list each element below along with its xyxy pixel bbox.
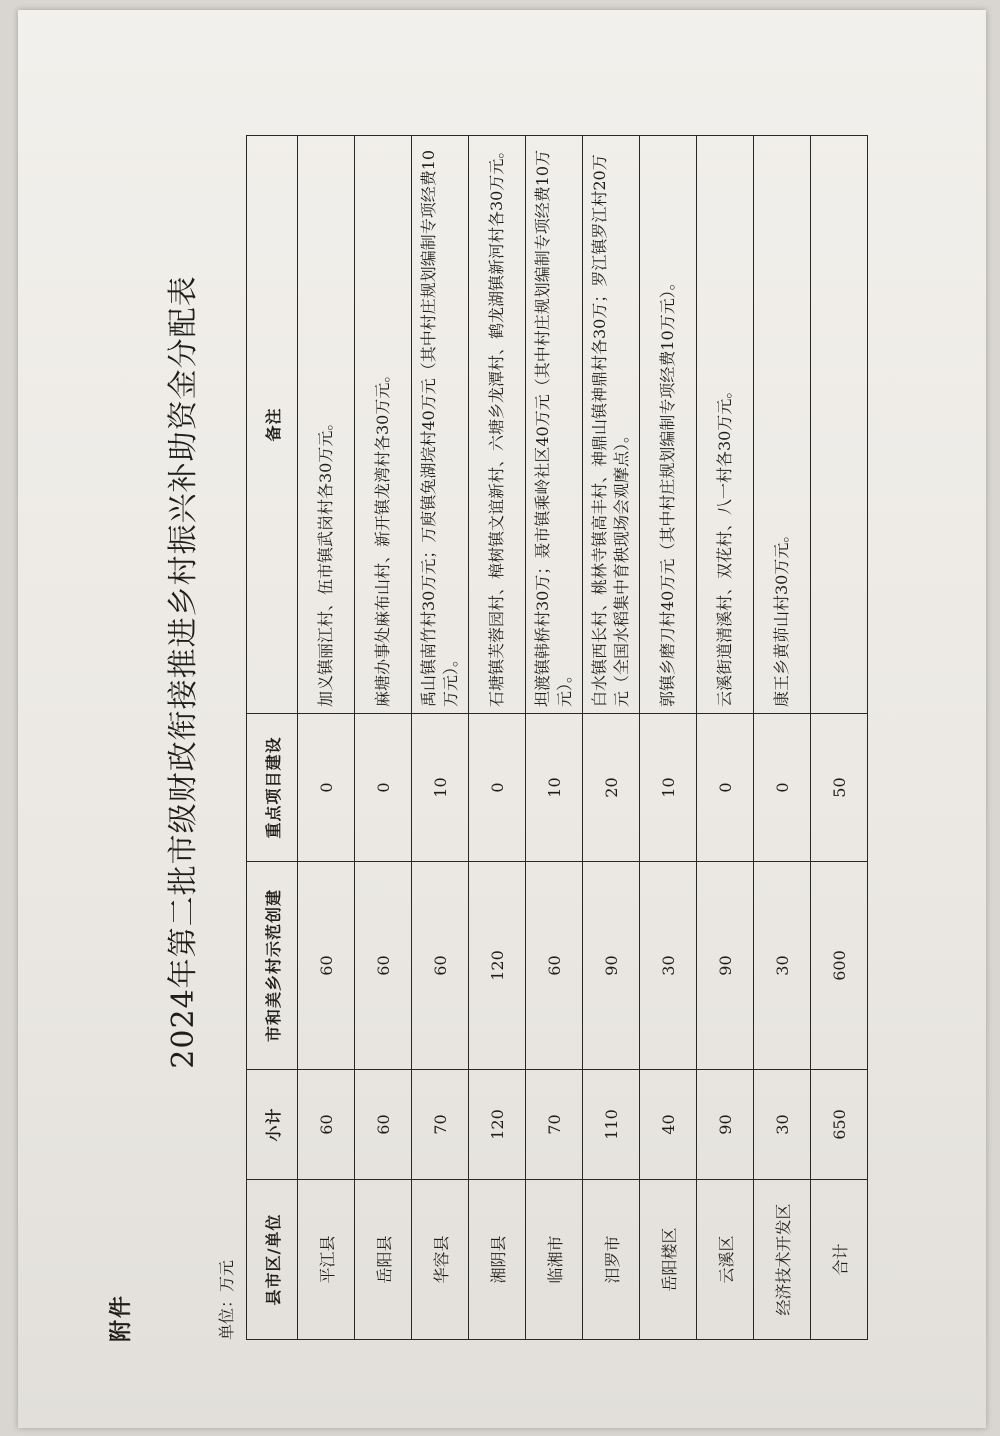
cell-note: 郭镇乡磨刀村40万元（其中村庄规划编制专项经费10万元）。 <box>640 136 697 714</box>
cell-subtotal: 110 <box>583 1070 640 1180</box>
table-row <box>697 136 754 1340</box>
cell-demo: 600 <box>811 862 868 1070</box>
cell-note: 白水镇西长村、桃林寺镇高丰村、神鼎山镇神鼎村各30万；罗江镇罗江村20万元（全国水稻集中育秧现场会观摩点）。 <box>583 136 640 714</box>
cell-demo: 120 <box>469 862 526 1070</box>
cell-note: 麻塘办事处麻布山村、新开镇龙湾村各30万元。 <box>355 136 412 714</box>
cell-key: 50 <box>811 714 868 862</box>
rotated-page <box>18 22 968 1432</box>
table-row <box>355 136 412 1340</box>
cell-demo: 60 <box>298 862 355 1070</box>
cell-note: 石塘镇芙蓉园村、樟树镇文谊新村、六塘乡龙潭村、鹤龙湖镇新河村各30万元。 <box>469 136 526 714</box>
cell-subtotal: 40 <box>640 1070 697 1180</box>
table-row <box>412 136 469 1340</box>
cell-note: 康王乡黄茆山村30万元。 <box>754 136 811 714</box>
cell-note: 禹山镇南竹村30万元；万庾镇兔湖垸村40万元（其中村庄规划编制专项经费10万元）。 <box>412 136 469 714</box>
allocation-table <box>246 135 868 1340</box>
cell-unit: 云溪区 <box>697 1180 754 1340</box>
table-row <box>298 136 355 1340</box>
cell-unit: 平江县 <box>298 1180 355 1340</box>
cell-unit: 湘阴县 <box>469 1180 526 1340</box>
table-row <box>754 136 811 1340</box>
cell-key: 20 <box>583 714 640 862</box>
cell-note <box>811 136 868 714</box>
table-header-row <box>247 136 298 1340</box>
cell-key: 10 <box>526 714 583 862</box>
page-title: 2024年第二批市级财政衔接推进乡村振兴补助资金分配表 <box>166 275 201 1069</box>
cell-subtotal: 650 <box>811 1070 868 1180</box>
cell-key: 0 <box>298 714 355 862</box>
cell-unit: 汨罗市 <box>583 1180 640 1340</box>
cell-unit: 经济技术开发区 <box>754 1180 811 1340</box>
cell-demo: 60 <box>412 862 469 1070</box>
cell-unit: 华容县 <box>412 1180 469 1340</box>
cell-key: 10 <box>640 714 697 862</box>
cell-demo: 90 <box>583 862 640 1070</box>
cell-key: 0 <box>355 714 412 862</box>
table-row <box>526 136 583 1340</box>
cell-note: 加义镇丽江村、伍市镇武岗村各30万元。 <box>298 136 355 714</box>
cell-demo: 90 <box>697 862 754 1070</box>
header-remarks: 备注 <box>247 136 298 714</box>
cell-unit: 岳阳楼区 <box>640 1180 697 1340</box>
header-unit: 县市区/单位 <box>247 1180 298 1340</box>
cell-note: 云溪街道清溪村、双花村、八一村各30万元。 <box>697 136 754 714</box>
cell-note: 坦渡镇韩桥村30万；聂市镇乘岭社区40万元（其中村庄规划编制专项经费10万元）。 <box>526 136 583 714</box>
cell-key: 0 <box>697 714 754 862</box>
cell-key: 10 <box>412 714 469 862</box>
table-row <box>640 136 697 1340</box>
cell-subtotal: 60 <box>298 1070 355 1180</box>
cell-demo: 30 <box>640 862 697 1070</box>
cell-subtotal: 30 <box>754 1070 811 1180</box>
cell-demo: 60 <box>526 862 583 1070</box>
cell-unit: 临湘市 <box>526 1180 583 1340</box>
header-demo-village: 市和美乡村示范创建 <box>247 862 298 1070</box>
cell-demo: 60 <box>355 862 412 1070</box>
cell-subtotal: 60 <box>355 1070 412 1180</box>
cell-subtotal: 90 <box>697 1070 754 1180</box>
paper-sheet <box>18 10 986 1428</box>
cell-subtotal: 70 <box>526 1070 583 1180</box>
cell-demo: 30 <box>754 862 811 1070</box>
header-key-project: 重点项目建设 <box>247 714 298 862</box>
table-total-row <box>811 136 868 1340</box>
cell-subtotal: 70 <box>412 1070 469 1180</box>
cell-subtotal: 120 <box>469 1070 526 1180</box>
table-row <box>469 136 526 1340</box>
annex-label: 附件 <box>108 1293 134 1342</box>
cell-key: 0 <box>754 714 811 862</box>
table-row <box>583 136 640 1340</box>
unit-label: 单位：万元 <box>217 1259 236 1340</box>
cell-unit: 岳阳县 <box>355 1180 412 1340</box>
cell-unit: 合计 <box>811 1180 868 1340</box>
cell-key: 0 <box>469 714 526 862</box>
header-subtotal: 小计 <box>247 1070 298 1180</box>
